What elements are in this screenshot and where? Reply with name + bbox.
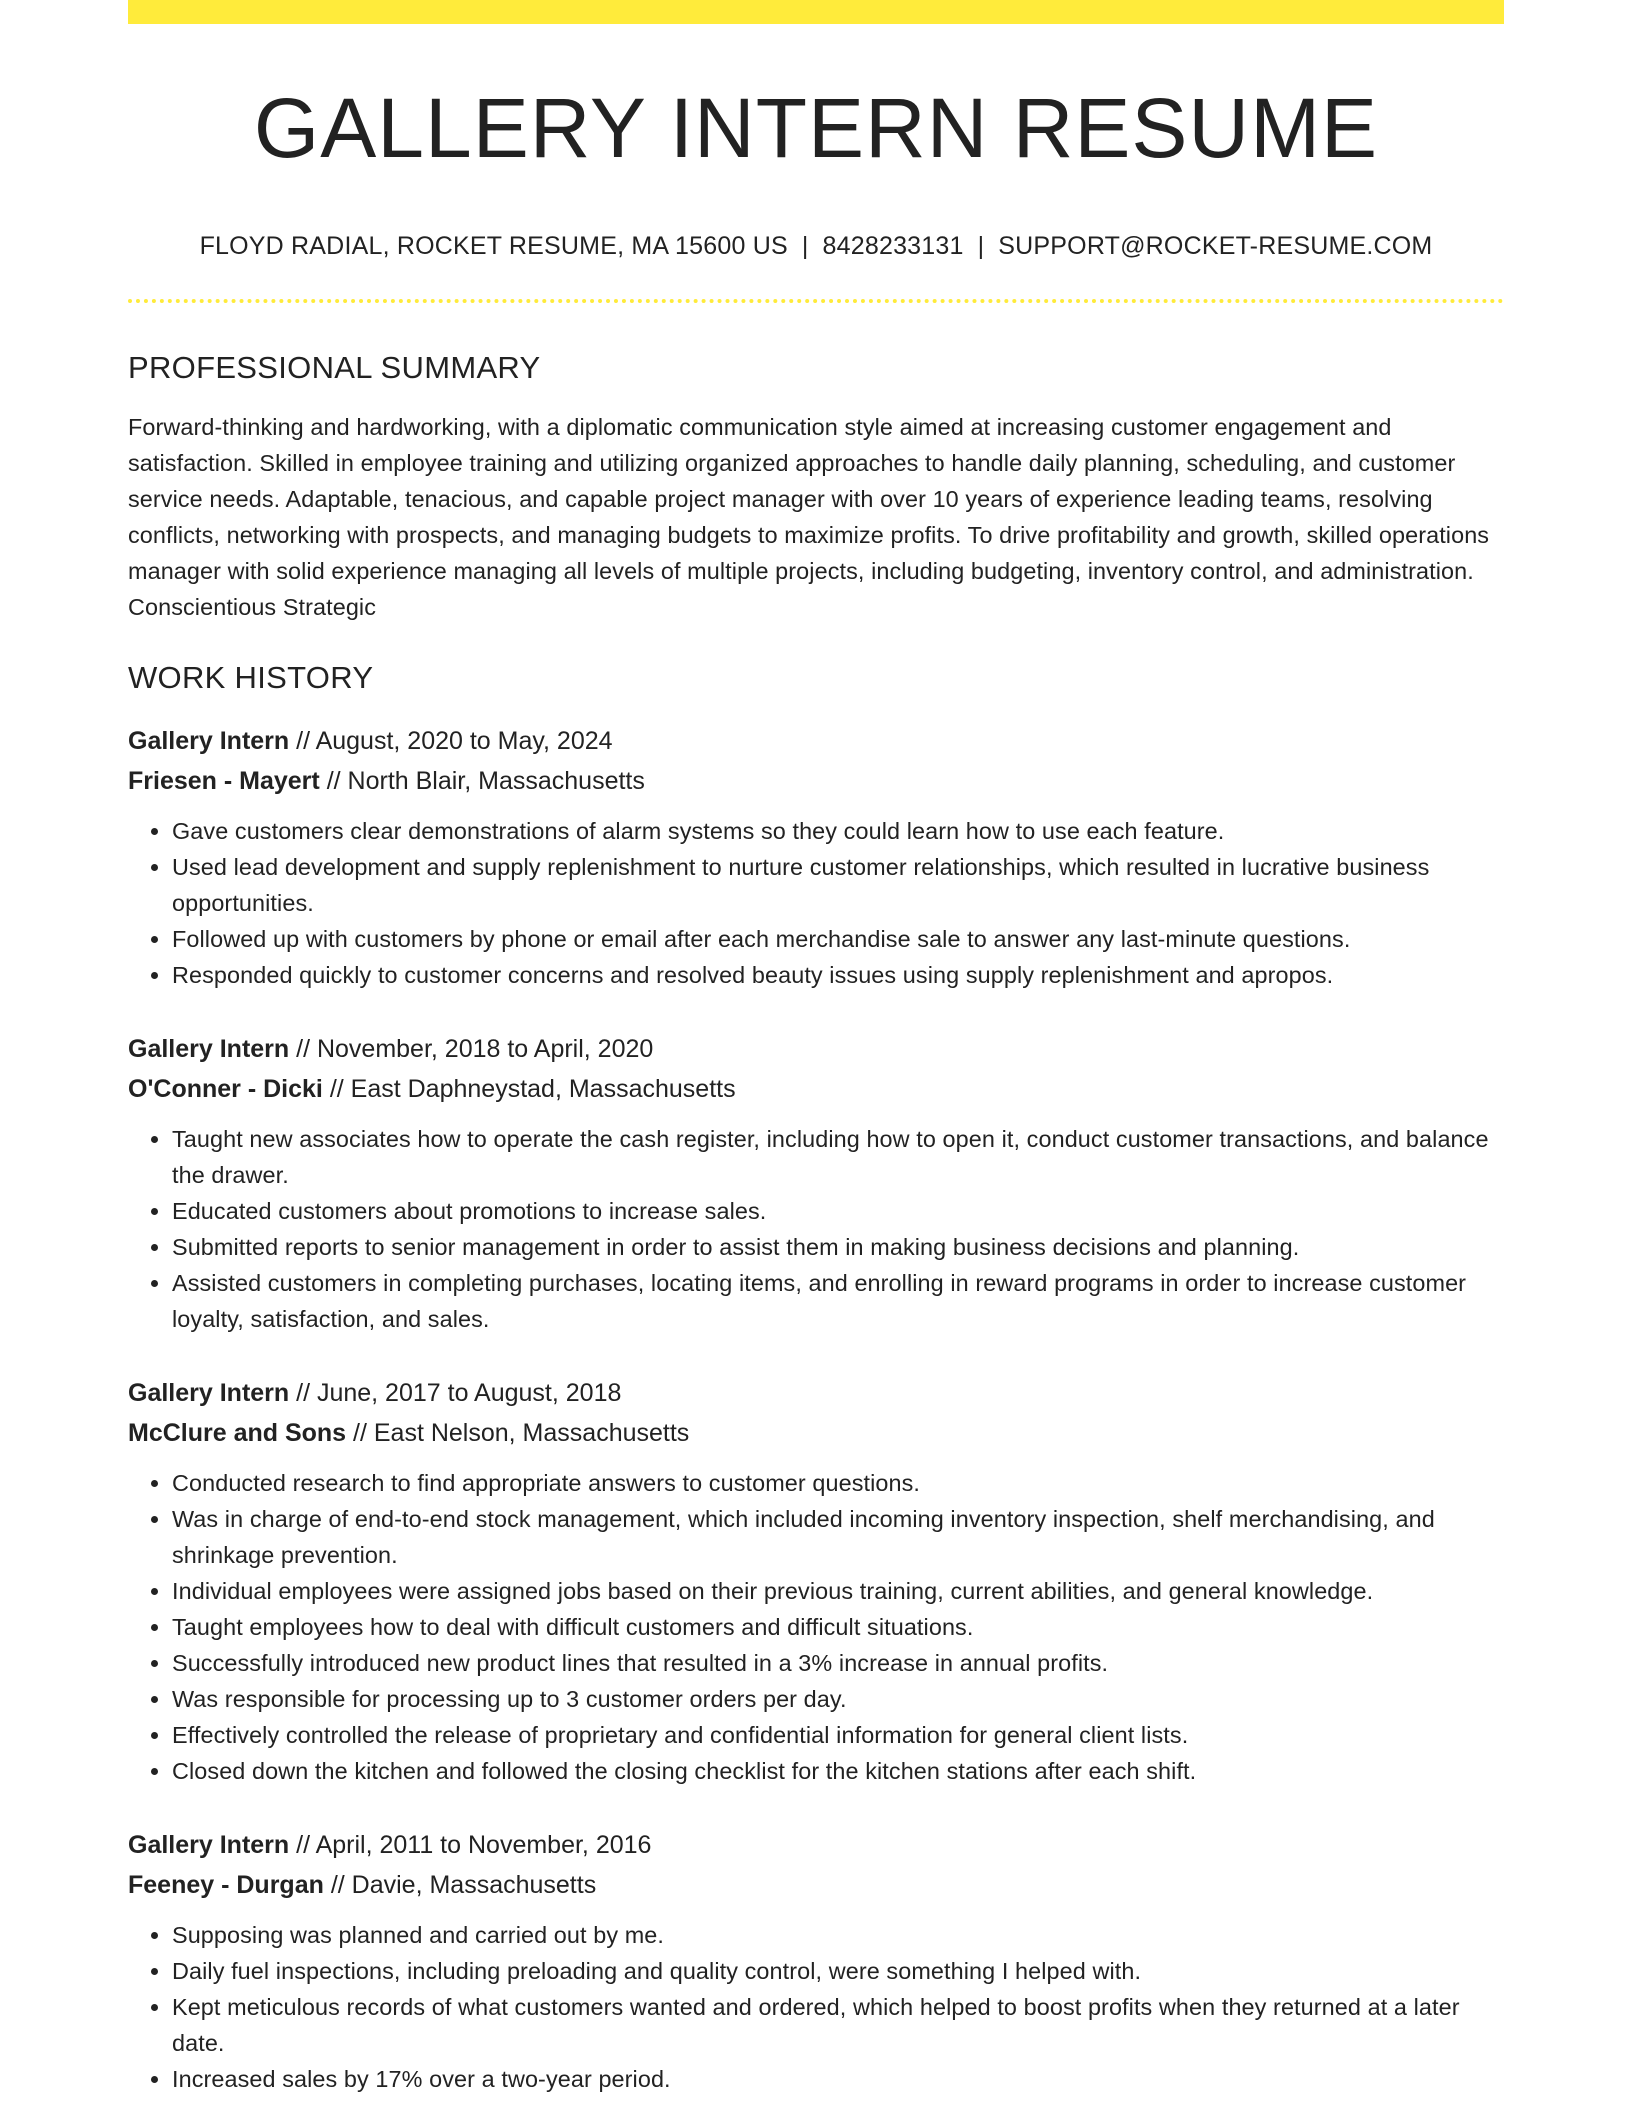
contact-email: SUPPORT@ROCKET-RESUME.COM xyxy=(998,232,1433,260)
job-company: O'Conner - Dicki xyxy=(128,1075,323,1104)
job-duties-list xyxy=(128,1465,1504,1789)
job-company-line xyxy=(128,761,1504,801)
job-dates: // August, 2020 to May, 2024 xyxy=(289,727,613,756)
job-company-line xyxy=(128,1413,1504,1453)
job-duty-item: • Followed up with customers by phone or email after each merchandise sale to answer any last-minute questions. xyxy=(172,921,1504,957)
resume-title: GALLERY INTERN RESUME xyxy=(253,81,1379,175)
contact-line xyxy=(128,232,1504,261)
job-duty-item: • Submitted reports to senior management in order to assist them in making business decisions and planning. xyxy=(172,1229,1504,1265)
job-dates: // June, 2017 to August, 2018 xyxy=(289,1379,622,1408)
job-duty-item: • Kept meticulous records of what customers wanted and ordered, which helped to boost profits when they returned at a later date. xyxy=(172,1989,1504,2061)
job-company: Feeney - Durgan xyxy=(128,1871,324,1900)
job-entry xyxy=(128,1373,1504,1789)
job-title: Gallery Intern xyxy=(128,1035,290,1064)
job-company: McClure and Sons xyxy=(128,1419,347,1448)
job-duty-item: • Increased sales by 17% over a two-year period. xyxy=(172,2061,1504,2097)
job-duty-item: • Was responsible for processing up to 3 customer orders per day. xyxy=(172,1681,1504,1717)
job-title-line xyxy=(128,1825,1504,1865)
contact-address: FLOYD RADIAL, ROCKET RESUME, MA 15600 US xyxy=(199,232,788,260)
job-duty-item: • Individual employees were assigned jobs based on their previous training, current abilities, and general knowledge. xyxy=(172,1573,1504,1609)
summary-text: Forward-thinking and hardworking, with a diplomatic communication style aimed at increasing customer engagement and satisfaction. Skilled in employee training and utilizing organized approaches to handle daily planning, scheduling, and customer service needs. Adaptable, tenacious, and capable project manager with over 10 years of experience leading teams, resolving conflicts, networking with prospects, and managing budgets to maximize profits. To drive profitability and growth, skilled operations manager with solid experience managing all levels of multiple projects, including budgeting, inventory control, and administration. Conscientious Strategic xyxy=(128,414,1490,621)
job-duty-item: • Used lead development and supply replenishment to nurture customer relationships, which resulted in lucrative business opportunities. xyxy=(172,849,1504,921)
job-dates: // April, 2011 to November, 2016 xyxy=(289,1831,652,1860)
job-location: // North Blair, Massachusetts xyxy=(319,767,645,796)
job-entry xyxy=(128,721,1504,993)
job-title: Gallery Intern xyxy=(128,1831,290,1860)
job-title-line xyxy=(128,1373,1504,1413)
job-duty-item: • Daily fuel inspections, including preloading and quality control, were something I helped with. xyxy=(172,1953,1504,1989)
job-title-line xyxy=(128,1029,1504,1069)
job-duty-item: • Taught employees how to deal with difficult customers and difficult situations. xyxy=(172,1609,1504,1645)
contact-separator: | xyxy=(801,232,809,260)
job-duty-item: • Was in charge of end-to-end stock management, which included incoming inventory inspection, shelf merchandising, and shrinkage prevention. xyxy=(172,1501,1504,1573)
job-duty-item: • Closed down the kitchen and followed the closing checklist for the kitchen stations after each shift. xyxy=(172,1753,1504,1789)
job-company-line xyxy=(128,1069,1504,1109)
job-duties-list xyxy=(128,813,1504,993)
job-duty-item: • Successfully introduced new product lines that resulted in a 3% increase in annual profits. xyxy=(172,1645,1504,1681)
job-location: // East Daphneystad, Massachusetts xyxy=(322,1075,736,1104)
job-company-line xyxy=(128,1865,1504,1905)
job-title-line xyxy=(128,721,1504,761)
job-duty-item: • Educated customers about promotions to increase sales. xyxy=(172,1193,1504,1229)
resume-page xyxy=(128,0,1504,2097)
work-history-heading: WORK HISTORY xyxy=(128,660,374,696)
job-duty-item: • Supposing was planned and carried out by me. xyxy=(172,1917,1504,1953)
summary-heading: PROFESSIONAL SUMMARY xyxy=(128,350,541,385)
contact-separator: | xyxy=(977,232,985,260)
job-duty-item: • Taught new associates how to operate the cash register, including how to open it, conduct customer transactions, and balance the drawer. xyxy=(172,1121,1504,1193)
dotted-divider xyxy=(128,299,1504,303)
accent-top-bar xyxy=(128,0,1504,24)
job-entry xyxy=(128,1825,1504,2097)
job-company: Friesen - Mayert xyxy=(128,767,320,796)
job-title: Gallery Intern xyxy=(128,727,290,756)
job-location: // Davie, Massachusetts xyxy=(323,1871,597,1900)
job-duties-list xyxy=(128,1121,1504,1337)
work-history-list xyxy=(128,721,1504,2097)
job-location: // East Nelson, Massachusetts xyxy=(346,1419,690,1448)
job-entry xyxy=(128,1029,1504,1337)
job-title: Gallery Intern xyxy=(128,1379,290,1408)
job-duty-item: • Conducted research to find appropriate answers to customer questions. xyxy=(172,1465,1504,1501)
job-duties-list xyxy=(128,1917,1504,2097)
job-duty-item: • Gave customers clear demonstrations of alarm systems so they could learn how to use each feature. xyxy=(172,813,1504,849)
job-duty-item: • Responded quickly to customer concerns and resolved beauty issues using supply replenishment and apropos. xyxy=(172,957,1504,993)
contact-phone: 8428233131 xyxy=(822,232,964,260)
job-duty-item: • Effectively controlled the release of proprietary and confidential information for general client lists. xyxy=(172,1717,1504,1753)
job-dates: // November, 2018 to April, 2020 xyxy=(289,1035,654,1064)
job-duty-item: • Assisted customers in completing purchases, locating items, and enrolling in reward programs in order to increase customer loyalty, satisfaction, and sales. xyxy=(172,1265,1504,1337)
